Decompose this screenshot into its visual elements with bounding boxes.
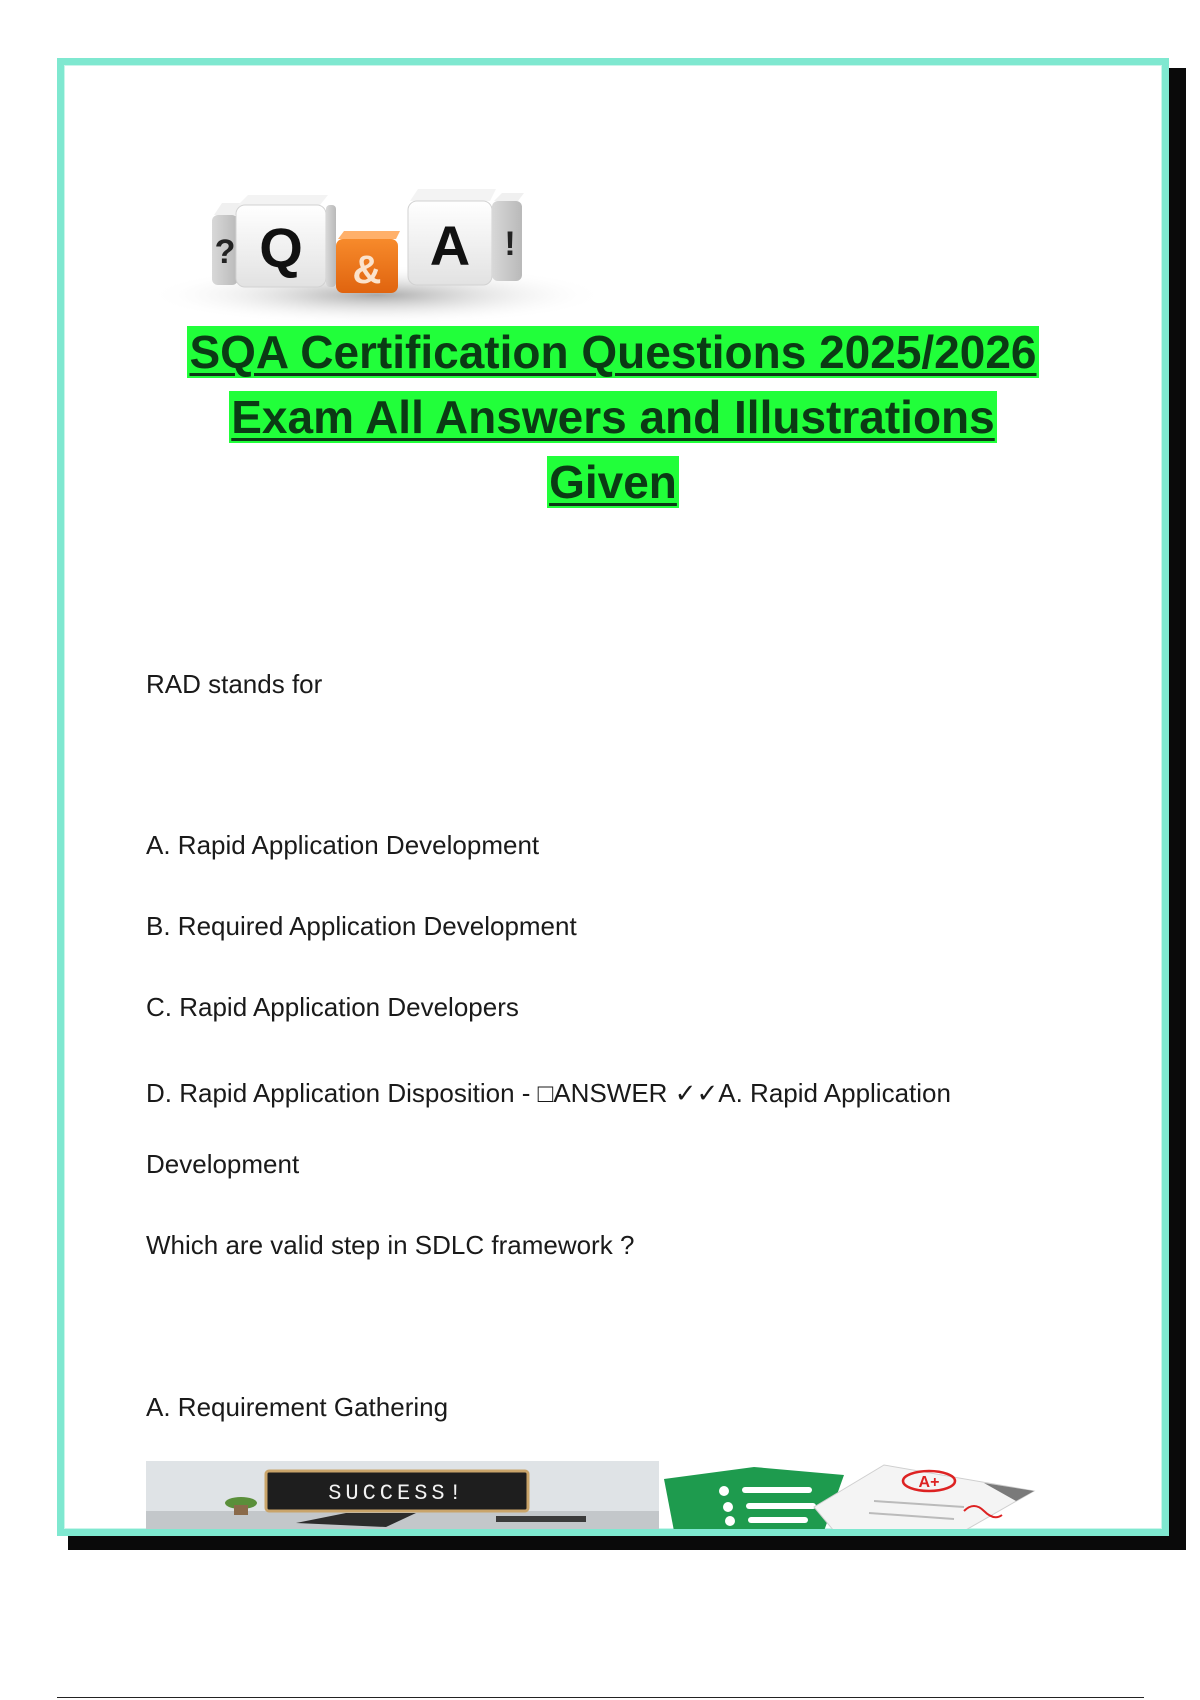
document-title	[104, 320, 1122, 515]
title-line-3: Given	[549, 456, 677, 508]
grade-sheet-image	[664, 1461, 1044, 1531]
dice-ampersand-icon	[336, 231, 400, 293]
q1-answer-continuation: Development	[146, 1149, 300, 1179]
dice-a-icon	[408, 189, 496, 285]
svg-text:&: &	[352, 248, 382, 292]
q1-option-a: A. Rapid Application Development	[146, 830, 540, 860]
svg-text:?: ?	[214, 233, 236, 271]
q1-option-c: C. Rapid Application Developers	[146, 992, 519, 1022]
dice-q-icon	[236, 195, 336, 287]
q1-option-d-answer: D. Rapid Application Disposition - □ANSWER ✓✓A. Rapid Application	[146, 1078, 951, 1108]
svg-text:Q: Q	[259, 216, 303, 279]
title-line-1: SQA Certification Questions 2025/2026	[189, 326, 1037, 378]
svg-text:A: A	[429, 214, 471, 277]
q1-option-b: B. Required Application Development	[146, 911, 577, 941]
question-1: RAD stands for	[146, 669, 323, 699]
question-2: Which are valid step in SDLC framework ?	[146, 1230, 635, 1260]
qa-dice-logo	[152, 143, 602, 331]
dice-exclamation-icon	[492, 193, 524, 281]
title-line-2: Exam All Answers and Illustrations	[231, 391, 995, 443]
success-banner-image	[146, 1461, 659, 1531]
page-frame	[57, 58, 1169, 1536]
checklist-icon	[664, 1467, 844, 1531]
bottom-rule	[57, 1697, 1144, 1698]
svg-text:A+: A+	[918, 1474, 940, 1491]
svg-text:!: !	[504, 225, 516, 263]
q2-option-a: A. Requirement Gathering	[146, 1392, 449, 1422]
success-sign-text: SUCCESS!	[328, 1481, 466, 1506]
graded-paper-icon	[814, 1465, 1034, 1531]
